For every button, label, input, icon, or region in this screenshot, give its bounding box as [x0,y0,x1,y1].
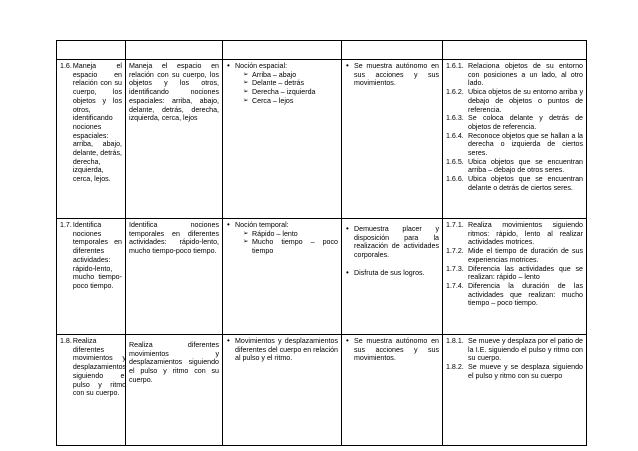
table-row [57,335,587,446]
attitude-item: • Se muestra autónomo en sus acciones y sus movimientos. [345,62,439,88]
knowledge-cell [126,335,223,446]
capacity-text: Realiza diferentes movimientos y desplazamientos siguiendo el pulso y ritmo con su cuerpo. [72,337,127,398]
list-item: ➢ Mucho tiempo – poco tiempo [243,238,338,255]
capacity-text: Maneja el espacio en relación con su cuerpo, los objetos y los otros, identificando nociones espaciales: arriba, abajo, delante, detrás, derecha, izquierda, cerca, lejos. [72,62,122,184]
attitude-item: • Demuestra placer y disposición para la realización de actividades corporales. [345,225,439,260]
header-cell [443,41,587,60]
indicator-number: 1.6.2. [446,88,464,97]
knowledge-text: Identifica nociones temporales en diferentes actividades: rápido-lento, mucho tiempo-poco tiempo. [129,221,219,256]
knowledge-cell [126,219,223,335]
attitude-cell [342,335,443,446]
indicator-text: Relaciona objetos de su entorno con posiciones a un lado, al otro lado. [468,62,583,88]
indicator-text: Diferencia la duración de las actividades que realizan: mucho tiempo – poco tiempo. [468,281,583,308]
header-row [57,41,587,60]
capacity-cell [57,335,126,446]
attitude-cell [342,219,443,335]
indicator-number: 1.6.3. [446,114,464,123]
indicator-number: 1.6.1. [446,62,464,70]
indicator-cell [443,60,587,219]
list-item: ➢ Arriba – abajo [243,71,338,80]
indicator-number: 1.7.4. [446,281,464,290]
indicator-text: Ubica objetos que se encuentran arriba – debajo de otros seres. [468,157,583,175]
indicator-number: 1.7.1. [446,221,464,229]
list-item: ➢ Cerca – lejos [243,97,338,106]
capacity-number: 1.8. [60,337,72,345]
header-cell [126,41,223,60]
capacity-text: Identifica nociones temporales en diferentes actividades: rápido-lento, mucho tiempo-poco tiempo. [72,221,122,290]
content-title: • Noción espacial: ➢ Arriba – abajo ➢ Delante – detrás ➢ Derecha – izquierda ➢ Cerca – lejos [226,62,338,106]
indicator-number: 1.6.6. [446,175,464,184]
list-item: ➢ Derecha – izquierda [243,88,338,97]
indicator-number: 1.8.2. [446,363,464,372]
indicator-text: Se coloca delante y detrás de objetos de referencia. [468,114,583,131]
header-cell [223,41,342,60]
content-cell [223,60,342,219]
indicator-text: Ubica objetos de su entorno arriba y debajo de objetos o puntos de referencia. [468,88,583,114]
content-title: • Movimientos y desplazamientos diferentes del cuerpo en relación al pulso y el ritmo. [226,337,338,363]
indicator-text: Reconoce objetos que se hallan a la derecha o izquierda de ciertos seres. [468,131,583,158]
indicator-number: 1.6.4. [446,131,464,140]
attitude-item: • Disfruta de sus logros. [345,269,439,278]
indicator-cell [443,335,587,446]
content-cell [223,335,342,446]
attitude-item: • Se muestra autónomo en sus acciones y sus movimientos. [345,337,439,363]
table-row [57,219,587,335]
capacity-cell [57,219,126,335]
content-cell [223,219,342,335]
capacity-number: 1.6. [60,62,72,70]
indicator-text: Ubica objetos que se encuentran delante o detrás de ciertos seres. [468,175,583,192]
content-title: • Noción temporal: ➢ Rápido – lento ➢ Mucho tiempo – poco tiempo [226,221,338,256]
list-item: ➢ Rápido – lento [243,230,338,239]
header-cell [342,41,443,60]
competency-table [56,40,587,446]
indicator-number: 1.8.1. [446,337,464,345]
capacity-number: 1.7. [60,221,72,229]
attitude-cell [342,60,443,219]
capacity-cell [57,60,126,219]
table-row [57,60,587,219]
indicator-text: Realiza movimientos siguiendo ritmos: rápido, lento al realizar actividades motrices. [468,221,583,247]
header-cell [57,41,126,60]
indicator-text: Se mueve y se desplaza siguiendo el pulso y ritmo con su cuerpo [468,363,583,380]
indicator-number: 1.7.2. [446,247,464,256]
list-item: ➢ Delante – detrás [243,79,338,88]
indicator-cell [443,219,587,335]
indicator-text: Mide el tiempo de duración de sus experiencias motrices. [468,247,583,264]
knowledge-text: Maneja el espacio en relación con su cuerpo, los objetos y los otros, identificando nociones espaciales: arriba, abajo, delante, detrás, derecha, izquierda, cerca, lejos [129,62,219,123]
indicator-text: Diferencia las actividades que se realizan: rápido – lento [468,264,583,282]
indicator-number: 1.7.3. [446,264,464,273]
indicator-text: Se mueve y desplaza por el patio de la I.E. siguiendo el pulso y ritmo con su cuerpo. [468,337,583,363]
indicator-number: 1.6.5. [446,157,464,166]
knowledge-cell [126,60,223,219]
knowledge-text: Realiza diferentes movimientos y desplazamientos siguiendo el pulso y ritmo con su cuerpo. [129,341,219,384]
